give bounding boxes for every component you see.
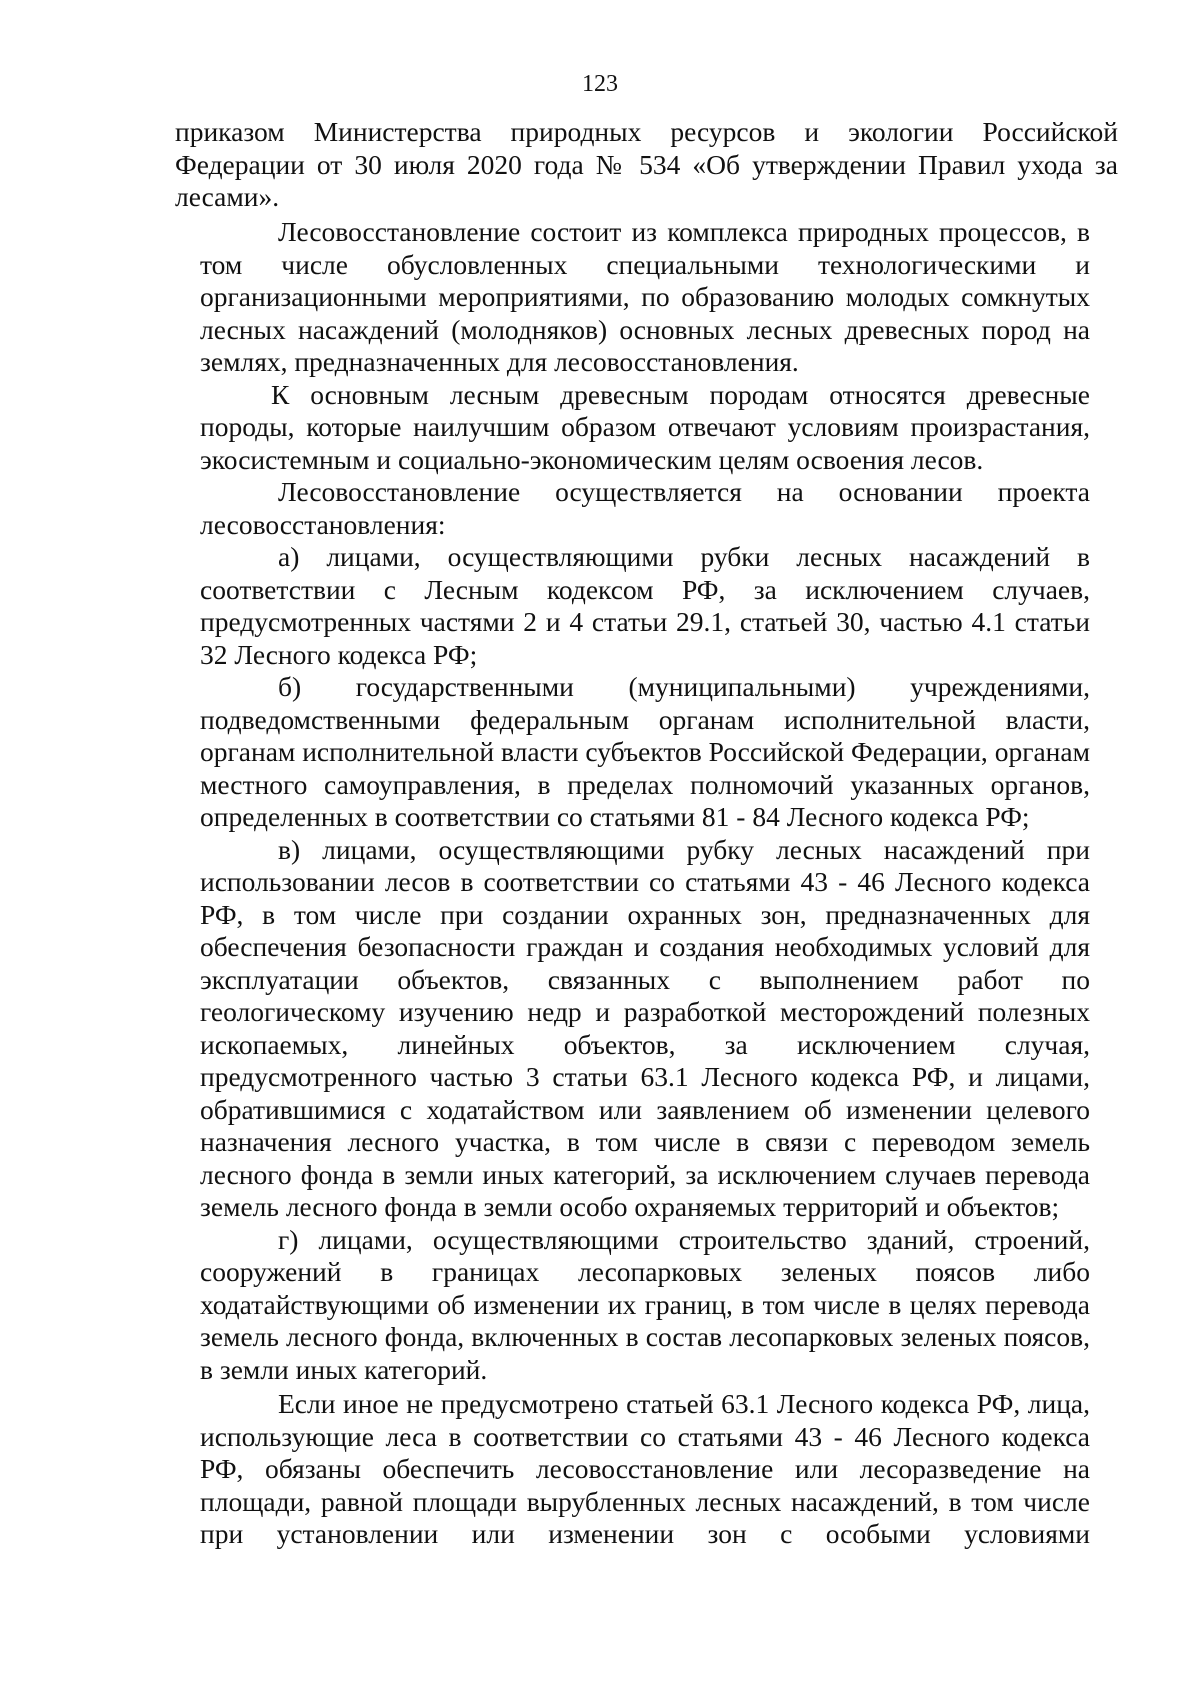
- list-item-a: а) лицами, осуществляющими рубки лесных насаждений в соответствии с Лесным кодексом РФ, за исключением случаев, предусмотренных частями 2 и 4 статьи 29.1, статьей 30, частью 4.1 статьи 32 Лесного кодекса РФ;: [200, 541, 1090, 670]
- list-item-b: б) государственными (муниципальными) учреждениями, подведомственными федеральным органам исполнительной власти, органам исполнительной власти субъектов Российской Федерации, органам местного самоуправления, в пределах полномочий указанных органов, определенных в соответствии со статьями 81 - 84 Лесного кодекса РФ;: [200, 671, 1090, 832]
- paragraph-2: Лесовосстановление состоит из комплекса природных процессов, в том числе обусловленных специальными технологическими и организационными мероприятиями, по образованию молодых сомкнутых лесных насаждений (молодняков) основных лесных древесных пород на землях, предназначенных для лесовосстановления.: [200, 216, 1090, 377]
- page-number: 123: [582, 71, 618, 97]
- paragraph-1: приказом Министерства природных ресурсов и экологии Российской Федерации от 30 июля 2020 года № 534 «Об утверждении Правил ухода за лесами».: [175, 116, 1118, 212]
- list-item-v: в) лицами, осуществляющими рубку лесных насаждений при использовании лесов в соответствии со статьями 43 - 46 Лесного кодекса РФ, в том числе при создании охранных зон, предназначенных для обеспечения безопасности граждан и создания необходимых условий для эксплуатации объектов, связанных с выполнением работ по геологическому изучению недр и разработкой месторождений полезных ископаемых, линейных объектов, за исключением случая, предусмотренного частью 3 статьи 63.1 Лесного кодекса РФ, и лицами, обратившимися с ходатайством или заявлением об изменении целевого назначения лесного участка, в том числе в связи с переводом земель лесного фонда в земли иных категорий, за исключением случаев перевода земель лесного фонда в земли особо охраняемых территорий и объектов;: [200, 833, 1090, 1222]
- paragraph-last: Если иное не предусмотрено статьей 63.1 Лесного кодекса РФ, лица, использующие леса в соответствии со статьями 43 - 46 Лесного кодекса РФ, обязаны обеспечить лесовосстановление или лесоразведение на площади, равной площади вырубленных лесных насаждений, в том числе при установлении или изменении зон с особыми условиями: [200, 1388, 1090, 1549]
- list-item-g: г) лицами, осуществляющими строительство зданий, строений, сооружений в границах лесопарковых зеленых поясов либо ходатайствующими об изменении их границ, в том числе в целях перевода земель лесного фонда, включенных в состав лесопарковых зеленых поясов, в земли иных категорий.: [200, 1223, 1090, 1385]
- closing-block: [200, 1388, 1090, 1551]
- paragraph-3: К основным лесным древесным породам относятся древесные породы, которые наилучшим образом отвечают условиям произрастания, экосистемным и социально-экономическим целям освоения лесов.: [200, 378, 1090, 475]
- paragraph-4: Лесовосстановление осуществляется на основании проекта лесовосстановления:: [200, 476, 1090, 540]
- intro-block: [175, 116, 1118, 214]
- body-block: [200, 216, 1090, 1386]
